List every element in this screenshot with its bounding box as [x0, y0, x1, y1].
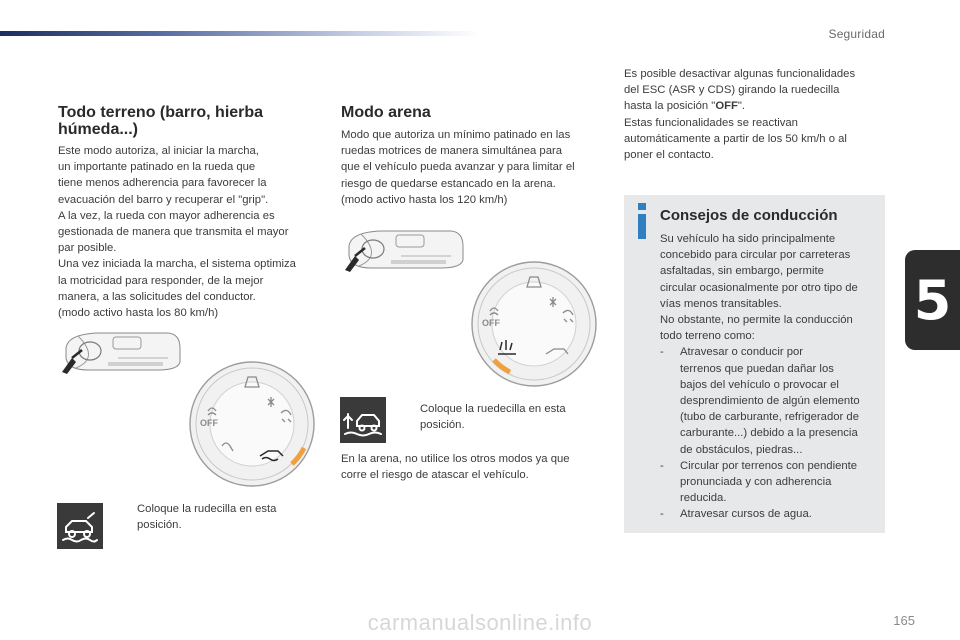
mud-bullet-line2: posición.	[137, 519, 182, 532]
tips-item-line: (tubo de carburante, refrigerador de	[680, 411, 859, 424]
mud-mode-description	[58, 143, 323, 321]
mud-line: Una vez iniciada la marcha, el sistema optimiza	[58, 258, 296, 271]
tips-item-line: de obstáculos, piedras...	[680, 443, 803, 456]
mud-bullet-line1: Coloque la rudecilla en esta	[137, 503, 277, 515]
sand-note-line: corre el riesgo de atascar el vehículo.	[341, 469, 529, 482]
esc-off-label: OFF	[715, 100, 738, 113]
driving-tips-box	[624, 195, 885, 533]
sand-mode-description	[341, 127, 606, 208]
mud-line: evacuación del barro y recuperar el "grip".	[58, 193, 269, 206]
page-number: 165	[893, 613, 915, 628]
tips-intro-line: asfaltadas, sin embargo, permite	[660, 265, 824, 278]
mud-mode-heading	[58, 104, 263, 138]
tips-item-line: Atravesar o conducir por	[680, 346, 804, 359]
dial-off-label: OFF	[200, 418, 218, 428]
sand-mode-icon	[340, 397, 386, 443]
sand-bullet-line1: Coloque la ruedecilla en esta	[420, 403, 566, 415]
sand-line: ruedas motrices de manera simultánea para	[341, 145, 563, 158]
esc-line: ".	[737, 100, 746, 113]
tips-item-line: Circular por terrenos con pendiente	[680, 459, 858, 472]
tips-item-line: pronunciada y con adherencia	[680, 476, 832, 489]
sand-bullet-line2: posición.	[420, 419, 465, 432]
esc-line: automáticamente a partir de los 50 km/h o al	[624, 132, 847, 145]
mud-bullet	[117, 501, 317, 533]
esc-line: Es posible desactivar algunas funcionalidades	[624, 68, 856, 80]
sand-line: (modo activo hasta los 120 km/h)	[341, 193, 508, 206]
tips-intro-line: todo terreno como:	[660, 330, 755, 343]
tips-intro	[660, 231, 880, 344]
tips-title: Consejos de conducción	[660, 207, 838, 224]
list-dash: -	[660, 508, 664, 521]
tips-intro-line: Su vehículo ha sido principalmente	[660, 233, 836, 245]
watermark: carmanualsonline.info	[367, 610, 593, 635]
tips-item-line: Atravesar cursos de agua.	[680, 508, 812, 521]
mud-mode-icon	[57, 503, 103, 549]
sand-bullet	[400, 401, 600, 433]
traction-dial-sand	[470, 260, 598, 388]
mud-line: Este modo autoriza, al iniciar la marcha,	[58, 145, 259, 157]
mud-line: la motricidad para responder, de la mejor	[58, 274, 264, 287]
esc-description	[624, 66, 886, 163]
tips-intro-line: No obstante, no permite la conducción	[660, 314, 853, 327]
dashboard-illustration-mud	[58, 328, 184, 376]
tips-intro-line: vías menos transitables.	[660, 297, 782, 310]
tips-item-line: carburante...) debido a la presencia	[680, 427, 858, 440]
mud-line: (modo activo hasta los 80 km/h)	[58, 307, 219, 320]
tips-item-line: desprendimiento de algún elemento	[680, 395, 860, 408]
mud-line: par posible.	[58, 242, 117, 255]
mud-line: manera, a las solicitudes del conductor.	[58, 290, 256, 303]
tips-item-line: terrenos que puedan dañar los	[680, 362, 834, 375]
traction-dial-mud	[188, 360, 316, 488]
sand-warning-note	[341, 451, 606, 483]
esc-line: Estas funcionalidades se reactivan	[624, 116, 798, 129]
tips-item-line: bajos del vehículo o provocar el	[680, 378, 839, 391]
sand-note-line: En la arena, no utilice los otros modos ya que	[341, 453, 570, 465]
list-item	[660, 344, 880, 457]
mud-title-line2: húmeda...)	[58, 121, 139, 138]
dashboard-illustration-sand	[341, 226, 467, 274]
sand-line: Modo que autoriza un mínimo patinado en las	[341, 129, 571, 141]
esc-line: hasta la posición "	[624, 100, 716, 113]
header-gradient-bar	[0, 31, 480, 36]
sand-line: riesgo de quedarse estancado en la arena.	[341, 177, 556, 190]
info-icon	[635, 203, 649, 239]
list-dash: -	[660, 346, 664, 359]
chapter-number: 5	[913, 268, 952, 332]
list-dash: -	[660, 459, 664, 472]
tips-content	[660, 231, 880, 523]
dial-off-label: OFF	[482, 318, 500, 328]
sand-line: que el vehículo pueda avanzar y para limitar el	[341, 161, 575, 174]
section-title: Seguridad	[828, 27, 885, 41]
tips-list	[660, 344, 880, 522]
mud-line: un importante patinado en la rueda que	[58, 161, 256, 174]
mud-line: tiene menos adherencia para favorecer la	[58, 177, 267, 190]
tips-intro-line: circular ocasionalmente por otro tipo de	[660, 281, 858, 294]
tips-intro-line: concebido para circular por carreteras	[660, 249, 851, 262]
mud-line: gestionada de manera que transmita el mayor	[58, 226, 289, 239]
chapter-tab	[905, 250, 960, 350]
mud-title-line1: Todo terreno (barro, hierba	[58, 104, 264, 121]
list-item	[660, 506, 880, 522]
esc-line: del ESC (ASR y CDS) girando la ruedecilla	[624, 84, 840, 97]
esc-line: poner el contacto.	[624, 149, 714, 162]
mud-line: A la vez, la rueda con mayor adherencia es	[58, 209, 275, 222]
tips-item-line: reducida.	[680, 492, 727, 505]
list-item	[660, 458, 880, 507]
sand-mode-heading: Modo arena	[341, 104, 431, 121]
